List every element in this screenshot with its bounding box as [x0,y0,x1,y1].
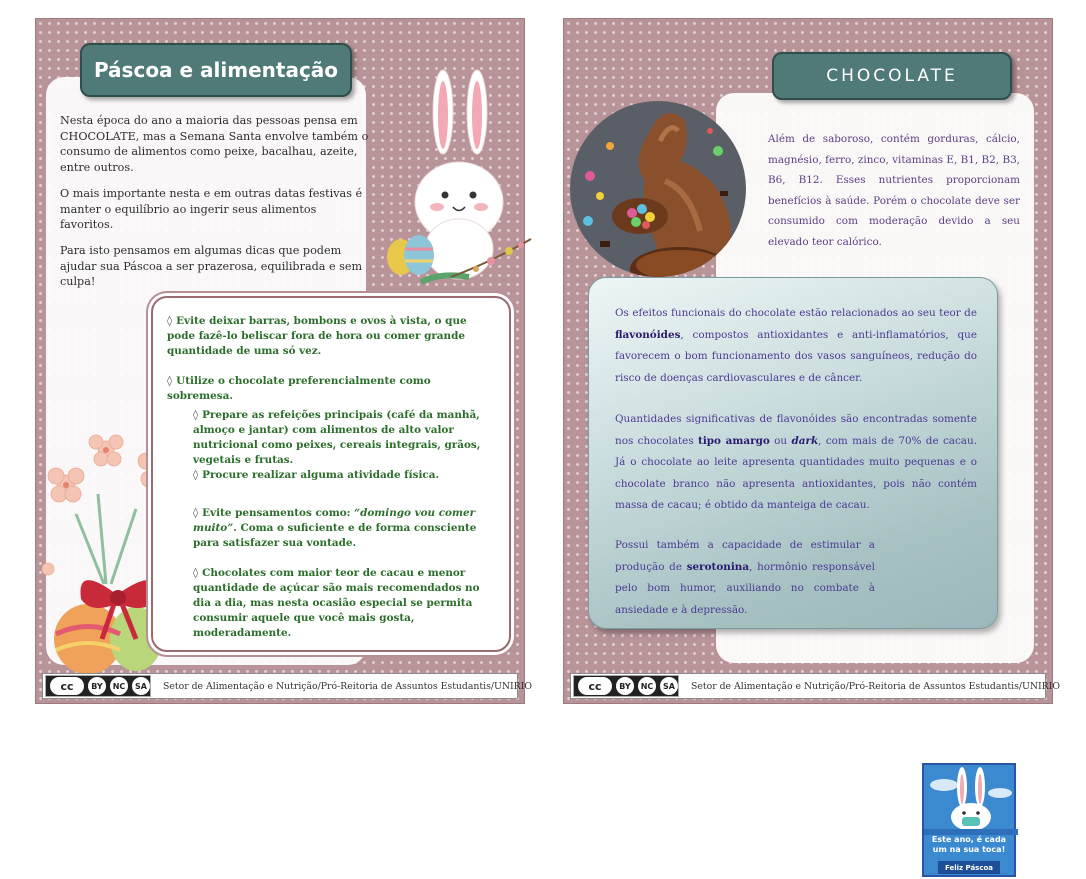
easter-bunny-illustration [381,67,531,302]
bullet-icon: ◊ [193,469,199,481]
cc-license-badge[interactable] [573,675,679,697]
tips-intro-paragraph: Para isto pensamos em algumas dicas que podem ajudar sua Páscoa a ser prazerosa, equilibrada e sem culpa! [60,244,363,288]
intro-paragraph: Nesta época do ano a maioria das pessoas pensa em CHOCOLATE, mas a Semana Santa envolve também o consumo de alimentos como peixe, bacalhau, azeite, entre outros. [60,114,369,174]
card-tag: Feliz Páscoa [938,861,1000,874]
balance-paragraph: O mais importante nesta e em outras datas festivas é manter o equilíbrio ao ingerir seus alimentos favoritos. [60,187,363,231]
bullet-icon: ◊ [167,375,173,387]
footer-text: Setor de Alimentação e Nutrição/Pró-Reitoria de Assuntos Estudantis/UNIRIO [163,680,532,692]
chocolate-bunny-photo [570,101,746,277]
tip-item: ◊ Chocolates com maior teor de cacau e menor quantidade de açúcar são mais recomendados no dia a dia, mas nesta ocasião especial se permita consumir aquele que você mais gosta, moderadamente. [193,567,480,639]
by-icon: BY [616,677,634,695]
bullet-icon: ◊ [193,567,199,579]
sa-icon: SA [132,677,150,695]
right-page-title: CHOCOLATE [772,52,1012,100]
left-page-title: Páscoa e alimentação [80,43,352,97]
cc-license-badge[interactable] [45,675,151,697]
nc-icon: NC [638,677,656,695]
tips-box [151,296,511,652]
bullet-icon: ◊ [193,507,199,519]
tip-item: ◊ Evite pensamentos como: “domingo vou comer muito”. Coma o suficiente e de forma consciente para satisfazer sua vontade. [193,507,477,549]
bullet-icon: ◊ [193,409,199,421]
stay-home-bunny-card [922,763,1016,877]
nc-icon: NC [110,677,128,695]
footer [42,673,532,699]
footer [570,673,1060,699]
functional-effects-paragraph: Os efeitos funcionais do chocolate estão relacionados ao seu teor de flavonóides, compostos antioxidantes e anti-inflamatórios, que favorecem o bom funcionamento dos vasos sanguíneos, redução do risco de doenças cardiovasculares e de câncer. [615,307,977,384]
dark-chocolate-paragraph: Quantidades significativas de flavonóides são encontradas somente nos chocolates tipo amargo ou dark, com mais de 70% de cacau. Já o chocolate ao leite apresenta quantidades muito pequenas e o chocolate branco não apresenta antioxidantes, pois não contém massa de cacau; é obtido da manteiga de cacau. [615,413,977,511]
card-message: Este ano, é cada um na sua toca! [931,835,1007,854]
bullet-icon: ◊ [167,315,173,327]
tip-item: ◊ Procure realizar alguma atividade física. [193,469,440,481]
sa-icon: SA [660,677,678,695]
right-page [563,18,1060,872]
chocolate-nutrients-paragraph: Além de saboroso, contém gorduras, cálcio, magnésio, ferro, zinco, vitaminas E, B1, B2, B3, B6, B12. Esses nutrientes proporcionam benefícios à saúde. Porém o chocolate deve ser consumido com moderação devido a seu elevado teor calórico. [768,133,1020,248]
by-icon: BY [88,677,106,695]
left-page [35,18,532,704]
cc-icon: cc [50,677,84,695]
cc-icon: cc [578,677,612,695]
tip-item: ◊ Utilize o chocolate preferencialmente como sobremesa. [167,375,431,402]
tip-item: ◊ Prepare as refeições principais (café da manhã, almoço e jantar) com alimentos de alto valor nutricional como peixes, cereais integrais, grãos, vegetais e frutas. [193,409,481,466]
footer-text: Setor de Alimentação e Nutrição/Pró-Reitoria de Assuntos Estudantis/UNIRIO [691,680,1060,692]
tip-item: ◊ Evite deixar barras, bombons e ovos à vista, o que pode fazê-lo beliscar fora de hora ou comer grande quantidade de uma só vez. [167,315,467,357]
serotonin-paragraph: Possui também a capacidade de estimular a produção de serotonina, hormônio responsável pelo bom humor, auxiliando no combate à ansiedade e à depressão. [615,539,875,616]
